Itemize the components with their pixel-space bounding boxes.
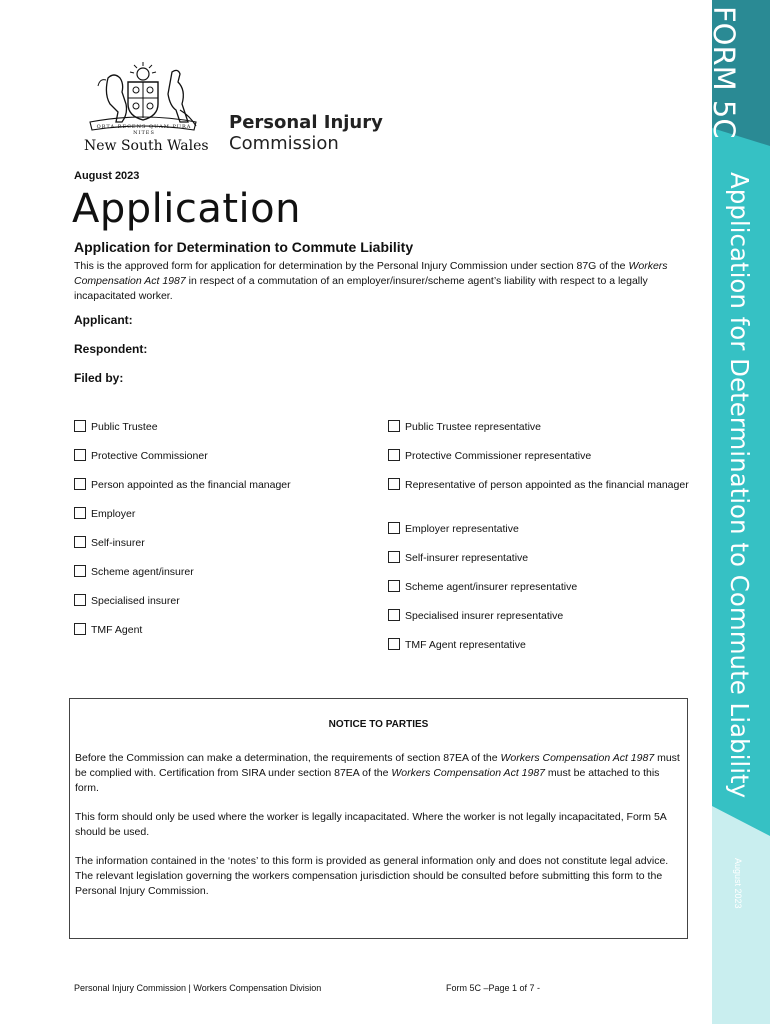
checkbox-box[interactable] [74,478,86,490]
nsw-coat-of-arms-icon [84,60,202,132]
checkbox-box[interactable] [74,420,86,432]
checkbox-public-trustee[interactable] [74,420,381,434]
footer-page-number: Form 5C –Page 1 of 7 - [446,983,541,993]
checkbox-label: Public Trustee representative [405,421,541,433]
notice-paragraph-1 [75,751,685,796]
checkbox-label: Person appointed as the financial manager [91,479,291,491]
nsw-motto: ORTA RECENS QUAM PURA NITES [96,124,192,136]
filed-by-label: Filed by: [74,371,124,385]
checkbox-label: Representative of person appointed as the financial manager [405,479,689,491]
side-band-date: August 2023 [733,858,743,909]
intro-text-1: This is the approved form for application for determination by the Personal Injury Commission under section 87G of the [74,260,629,272]
notice-title: NOTICE TO PARTIES [328,719,429,730]
notice-p1-act-2: Workers Compensation Act 1987 [391,767,546,779]
checkbox-label: Scheme agent/insurer representative [405,581,578,593]
intro-act: Workers Compensation Act 1987 [74,260,668,287]
intro-text-2: in respect of a commutation of an employer/insurer/scheme agent’s liability with respect to a legally incapacitated worker. [74,275,648,302]
nsw-name: New South Wales [84,138,209,154]
form-subtitle: Application for Determination to Commute Liability [74,239,414,255]
checkbox-public-trustee-rep[interactable] [388,420,695,434]
checkbox-label: TMF Agent [91,624,143,636]
form-number-label: FORM 5C [707,6,741,139]
pic-logo-line1: Personal Injury [229,112,383,133]
respondent-label: Respondent: [74,342,148,356]
notice-p1-text-b: must be complied with. Certification from SIRA under section 87EA of the [75,752,680,779]
notice-paragraph-3: The information contained in the ‘notes’ to this form is provided as general information only and does not constitute legal advice. The relevant legislation governing the workers compensation jurisdiction should be consulted before submitting this form to the Personal Injury Commission. [75,855,669,897]
checkbox-employer[interactable] [74,507,381,521]
checkbox-box[interactable] [388,580,400,592]
checkbox-label: TMF Agent representative [405,639,526,651]
checkbox-scheme-agent[interactable] [74,565,381,579]
checkbox-financial-manager[interactable] [74,478,381,492]
page-title: Application [72,186,301,232]
applicant-label: Applicant: [74,313,133,327]
checkbox-box[interactable] [74,594,86,606]
notice-p1-act-1: Workers Compensation Act 1987 [500,752,655,764]
checkbox-specialised-insurer-rep[interactable] [388,609,695,623]
checkbox-self-insurer-rep[interactable] [388,551,695,565]
issue-date: August 2023 [74,170,140,182]
checkbox-box[interactable] [74,507,86,519]
pic-logo-line2: Commission [229,133,339,154]
checkbox-box[interactable] [74,449,86,461]
notice-to-parties-box [69,698,688,939]
checkbox-label: Employer representative [405,523,519,535]
checkbox-box[interactable] [388,551,400,563]
notice-p1-text-c: must be attached to this form. [75,767,660,794]
checkbox-label: Self-insurer representative [405,552,529,564]
checkbox-specialised-insurer[interactable] [74,594,381,608]
checkbox-tmf-agent[interactable] [74,623,381,637]
checkbox-scheme-agent-rep[interactable] [388,580,695,594]
checkbox-box[interactable] [74,623,86,635]
checkbox-label: Scheme agent/insurer [91,566,194,578]
checkbox-box[interactable] [388,609,400,621]
checkbox-label: Protective Commissioner representative [405,450,592,462]
checkbox-self-insurer[interactable] [74,536,381,550]
nsw-government-logo [72,60,212,160]
checkbox-label: Public Trustee [91,421,158,433]
checkbox-box[interactable] [74,536,86,548]
checkbox-label: Self-insurer [91,537,145,549]
footer-organisation: Personal Injury Commission | Workers Compensation Division [74,983,322,993]
checkbox-protective-commissioner-rep[interactable] [388,449,695,463]
side-band-title: Application for Determination to Commute Liability [725,172,754,799]
checkbox-label: Protective Commissioner [91,450,208,462]
pic-logo [229,112,383,154]
checkbox-label: Specialised insurer [91,595,180,607]
notice-paragraph-2: This form should only be used where the worker is legally incapacitated. Where the worker is not legally incapacitated, Form 5A should be used. [75,811,667,838]
checkbox-box[interactable] [388,522,400,534]
checkbox-tmf-agent-rep[interactable] [388,638,695,652]
checkbox-label: Employer [91,508,136,520]
checkbox-box[interactable] [388,478,400,490]
checkbox-financial-manager-rep[interactable] [388,478,695,492]
checkbox-employer-rep[interactable] [388,522,695,536]
intro-paragraph [74,259,704,304]
checkbox-box[interactable] [388,420,400,432]
checkbox-label: Specialised insurer representative [405,610,564,622]
checkbox-box[interactable] [388,449,400,461]
checkbox-box[interactable] [388,638,400,650]
checkbox-protective-commissioner[interactable] [74,449,381,463]
notice-p1-text-a: Before the Commission can make a determination, the requirements of section 87EA of the [75,752,501,764]
checkbox-box[interactable] [74,565,86,577]
